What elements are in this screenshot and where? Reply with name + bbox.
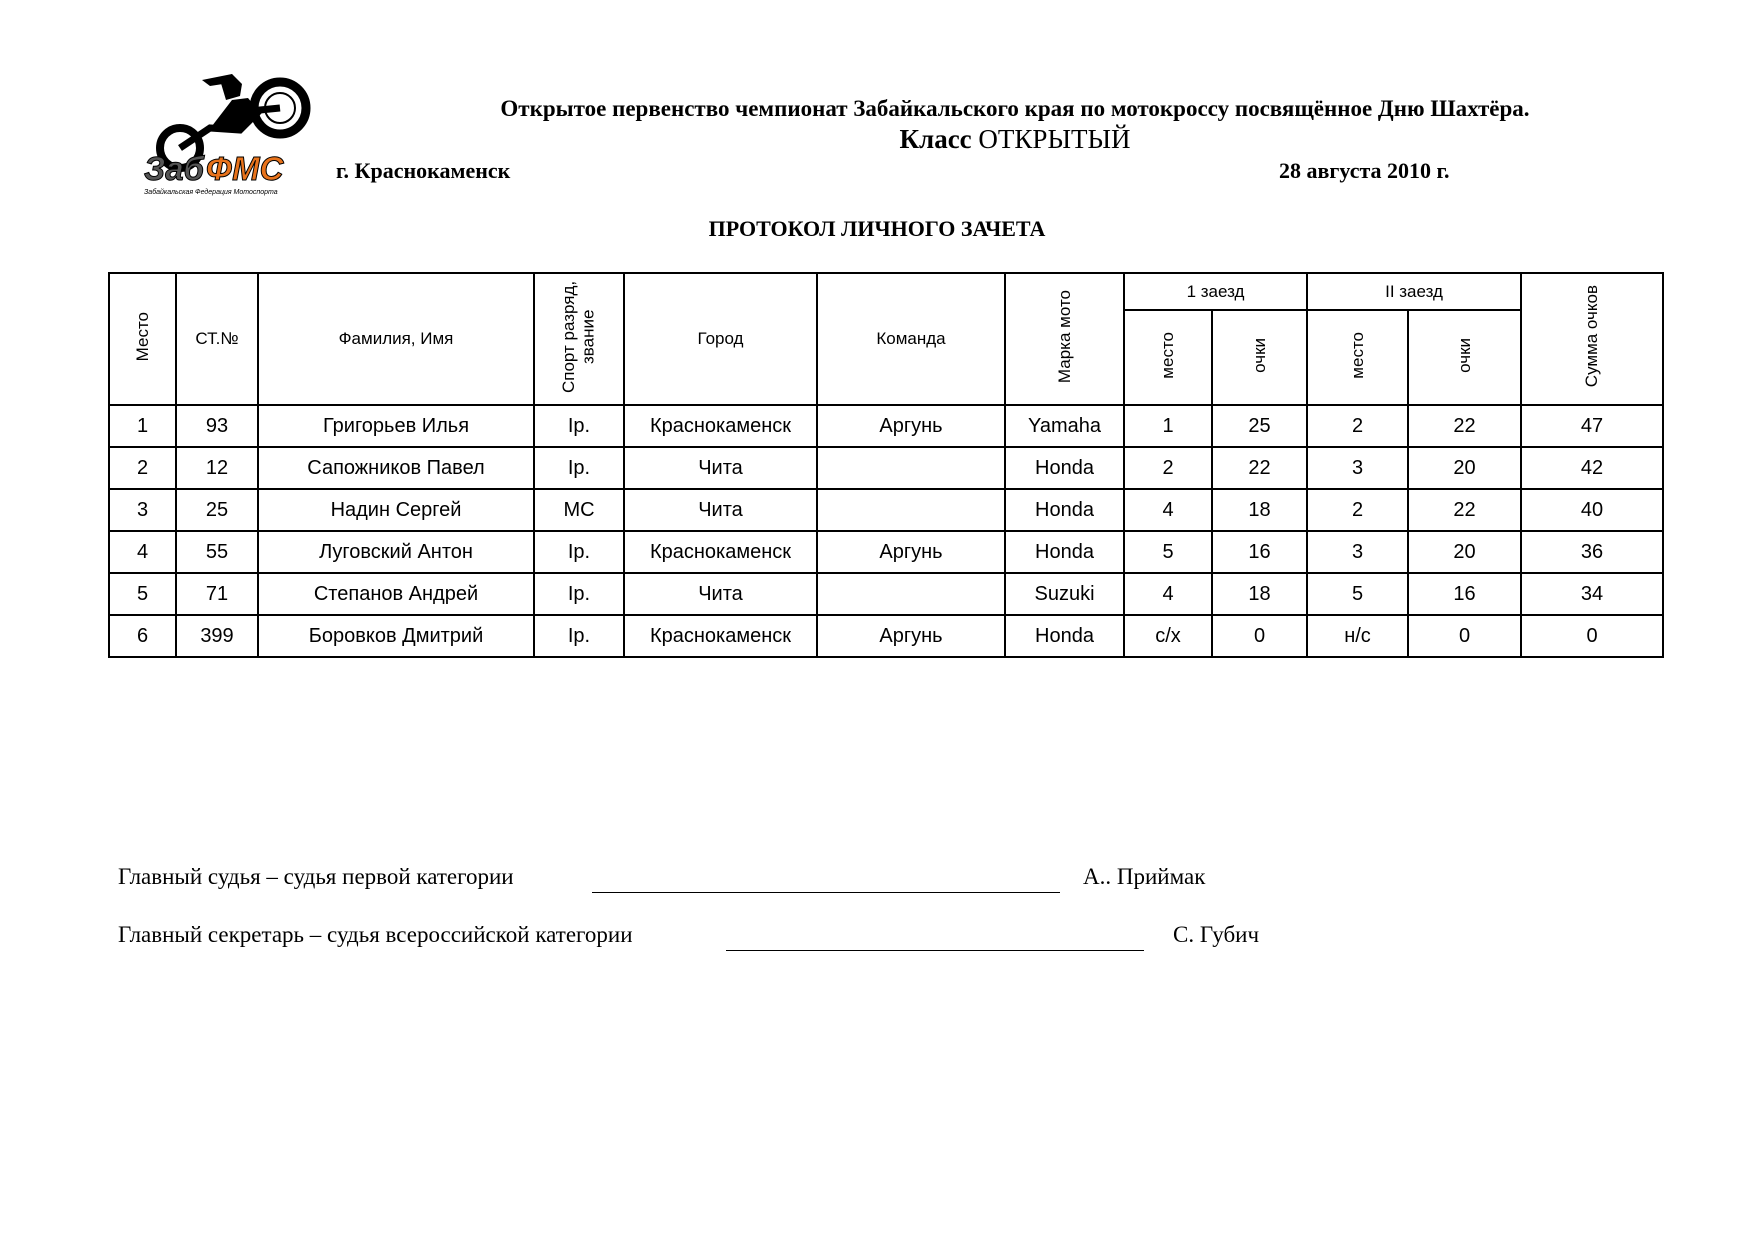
class-label: Класс	[899, 124, 972, 154]
cell-city: Краснокаменск	[624, 405, 817, 447]
header-race2-points: очки	[1408, 310, 1521, 405]
cell-city: Краснокаменск	[624, 531, 817, 573]
cell-name: Луговский Антон	[258, 531, 534, 573]
header-moto: Марка мото	[1005, 273, 1124, 405]
header-race2: II заезд	[1307, 273, 1521, 310]
cell-rank: Iр.	[534, 531, 624, 573]
cell-team: Аргунь	[817, 405, 1005, 447]
judge-signature-line	[592, 892, 1060, 893]
cell-team	[817, 573, 1005, 615]
header-total: Сумма очков	[1521, 273, 1663, 405]
cell-race1-points: 18	[1212, 489, 1307, 531]
event-title: Открытое первенство чемпионат Забайкальского края по мотокроссу посвящённое Дню Шахтёра.	[500, 96, 1530, 121]
logo-text-prefix: Заб	[144, 150, 204, 187]
cell-place: 1	[109, 405, 176, 447]
cell-name: Надин Сергей	[258, 489, 534, 531]
cell-rank: Iр.	[534, 573, 624, 615]
cell-team: Аргунь	[817, 531, 1005, 573]
header-name: Фамилия, Имя	[258, 273, 534, 405]
header-city: Город	[624, 273, 817, 405]
cell-name: Сапожников Павел	[258, 447, 534, 489]
cell-city: Краснокаменск	[624, 615, 817, 657]
cell-team	[817, 489, 1005, 531]
cell-total: 36	[1521, 531, 1663, 573]
cell-race2-place: 3	[1307, 531, 1408, 573]
cell-number: 25	[176, 489, 258, 531]
cell-race2-points: 16	[1408, 573, 1521, 615]
cell-race1-place: 4	[1124, 573, 1212, 615]
cell-number: 55	[176, 531, 258, 573]
header-number: СТ.№	[176, 273, 258, 405]
secretary-signature-line	[726, 950, 1144, 951]
cell-race1-points: 0	[1212, 615, 1307, 657]
table-row	[109, 615, 1663, 657]
cell-race1-place: 2	[1124, 447, 1212, 489]
cell-race2-place: 2	[1307, 489, 1408, 531]
judge-name: А.. Приймак	[1083, 864, 1206, 889]
cell-rank: Iр.	[534, 447, 624, 489]
cell-number: 399	[176, 615, 258, 657]
cell-race2-points: 22	[1408, 405, 1521, 447]
cell-place: 2	[109, 447, 176, 489]
header-place: Место	[109, 273, 176, 405]
cell-race2-points: 0	[1408, 615, 1521, 657]
cell-place: 3	[109, 489, 176, 531]
table-row	[109, 531, 1663, 573]
cell-rank: Iр.	[534, 615, 624, 657]
cell-name: Григорьев Илья	[258, 405, 534, 447]
cell-moto: Honda	[1005, 615, 1124, 657]
document-title: ПРОТОКОЛ ЛИЧНОГО ЗАЧЕТА	[708, 216, 1046, 241]
header-race2-place: место	[1307, 310, 1408, 405]
event-date: 28 августа 2010 г.	[1279, 158, 1450, 183]
header-team: Команда	[817, 273, 1005, 405]
cell-number: 12	[176, 447, 258, 489]
judge-role: Главный судья – судья первой категории	[118, 864, 514, 889]
cell-city: Чита	[624, 447, 817, 489]
cell-total: 0	[1521, 615, 1663, 657]
cell-race1-points: 16	[1212, 531, 1307, 573]
cell-race1-place: с/х	[1124, 615, 1212, 657]
cell-race1-points: 25	[1212, 405, 1307, 447]
zabfms-logo	[140, 70, 320, 200]
cell-race2-place: н/с	[1307, 615, 1408, 657]
cell-team: Аргунь	[817, 615, 1005, 657]
cell-race2-place: 5	[1307, 573, 1408, 615]
cell-race1-place: 1	[1124, 405, 1212, 447]
cell-number: 93	[176, 405, 258, 447]
cell-race1-place: 4	[1124, 489, 1212, 531]
cell-place: 4	[109, 531, 176, 573]
cell-moto: Suzuki	[1005, 573, 1124, 615]
cell-race2-place: 2	[1307, 405, 1408, 447]
cell-race1-points: 18	[1212, 573, 1307, 615]
cell-total: 40	[1521, 489, 1663, 531]
secretary-role: Главный секретарь – судья всероссийской категории	[118, 922, 633, 947]
cell-number: 71	[176, 573, 258, 615]
cell-place: 6	[109, 615, 176, 657]
secretary-name: С. Губич	[1173, 922, 1260, 947]
logo-subtitle: Забайкальская Федерация Мотоспорта	[144, 189, 278, 196]
cell-city: Чита	[624, 573, 817, 615]
table-row	[109, 447, 1663, 489]
cell-rank: Iр.	[534, 405, 624, 447]
cell-race1-place: 5	[1124, 531, 1212, 573]
header-race1-place: место	[1124, 310, 1212, 405]
cell-race2-points: 22	[1408, 489, 1521, 531]
cell-team	[817, 447, 1005, 489]
cell-race2-points: 20	[1408, 531, 1521, 573]
cell-name: Боровков Дмитрий	[258, 615, 534, 657]
cell-total: 34	[1521, 573, 1663, 615]
logo-text-accent: ФМС	[206, 150, 284, 187]
header-race1: 1 заезд	[1124, 273, 1307, 310]
cell-moto: Honda	[1005, 489, 1124, 531]
cell-race2-place: 3	[1307, 447, 1408, 489]
cell-race1-points: 22	[1212, 447, 1307, 489]
cell-race2-points: 20	[1408, 447, 1521, 489]
cell-name: Степанов Андрей	[258, 573, 534, 615]
header-race1-points: очки	[1212, 310, 1307, 405]
header-rank: Спорт разряд, звание	[534, 273, 624, 405]
cell-moto: Honda	[1005, 447, 1124, 489]
cell-moto: Yamaha	[1005, 405, 1124, 447]
results-table	[108, 272, 1664, 658]
cell-place: 5	[109, 573, 176, 615]
cell-city: Чита	[624, 489, 817, 531]
class-value: ОТКРЫТЫЙ	[978, 124, 1131, 154]
table-row	[109, 405, 1663, 447]
cell-total: 47	[1521, 405, 1663, 447]
cell-moto: Honda	[1005, 531, 1124, 573]
cell-rank: МС	[534, 489, 624, 531]
cell-total: 42	[1521, 447, 1663, 489]
table-row	[109, 573, 1663, 615]
table-row	[109, 489, 1663, 531]
class-line	[430, 124, 1600, 155]
event-city: г. Краснокаменск	[336, 158, 511, 183]
